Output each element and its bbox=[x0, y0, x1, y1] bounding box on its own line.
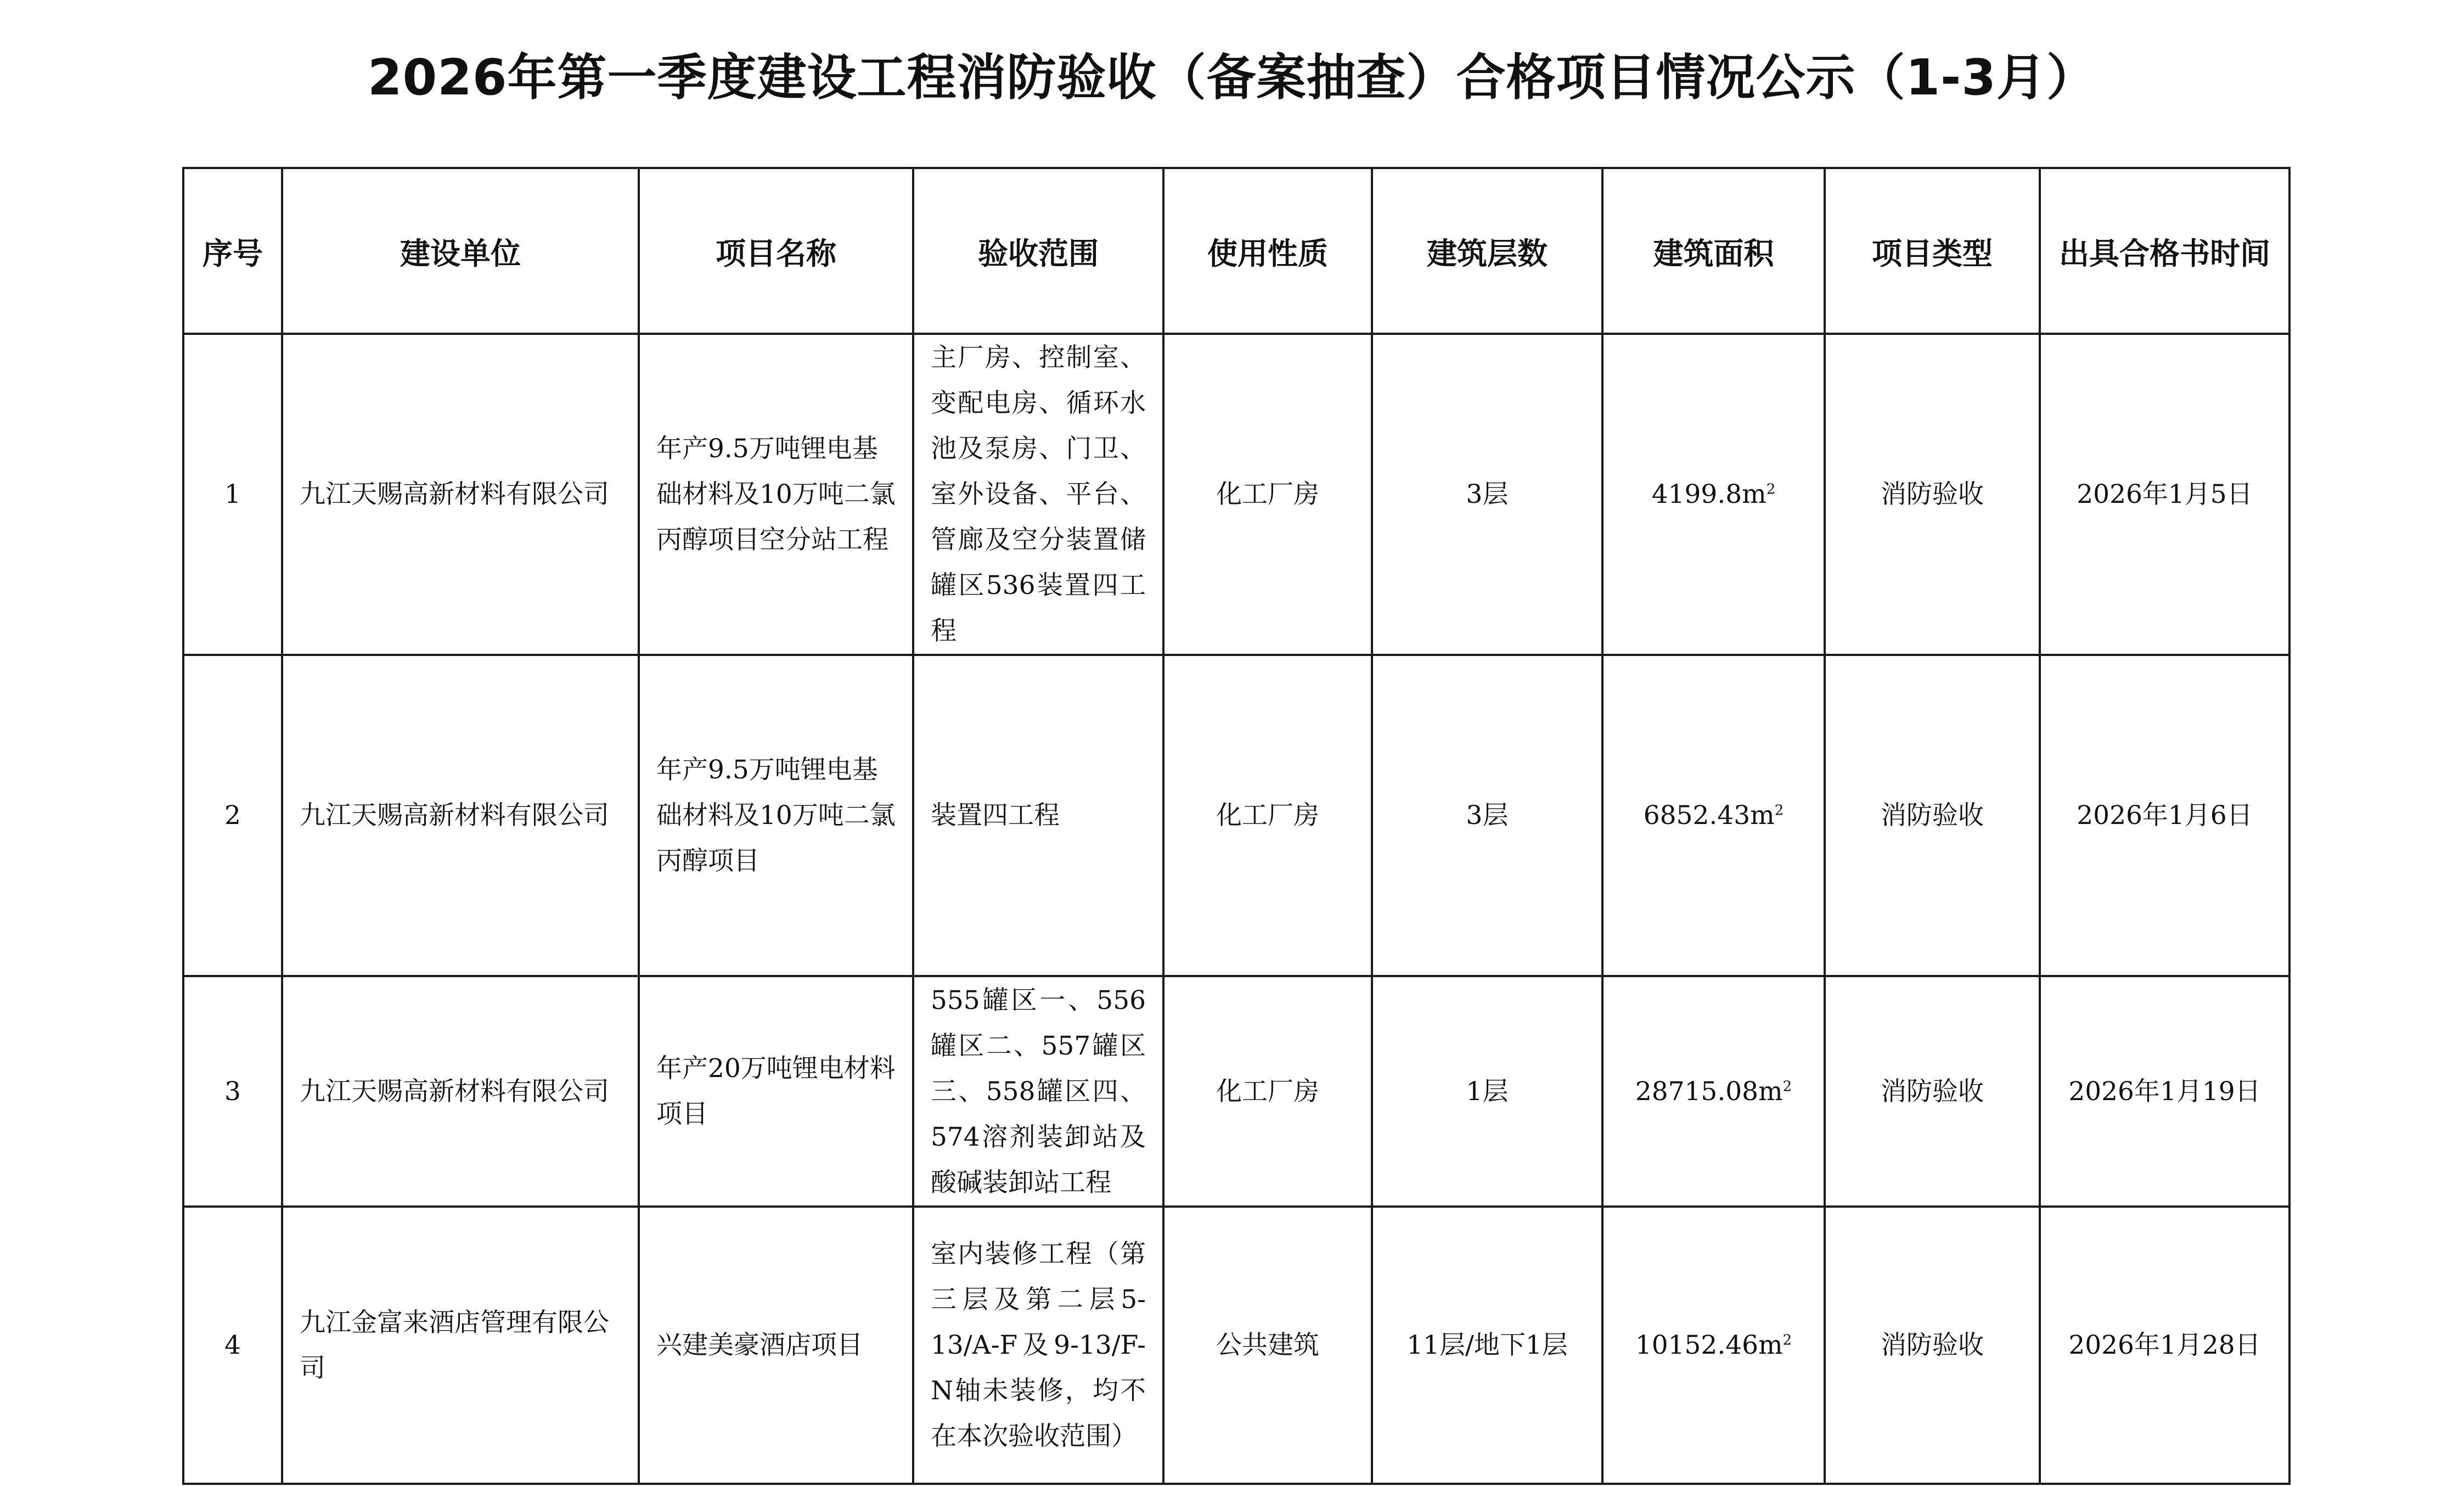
header-project: 项目名称 bbox=[639, 168, 913, 334]
area-value: 10152.46m bbox=[1635, 1330, 1783, 1360]
cell-area bbox=[1602, 334, 1825, 655]
area-unit-superscript: 2 bbox=[1782, 1332, 1792, 1349]
cell-seq: 2 bbox=[183, 655, 282, 976]
table-row bbox=[183, 334, 2289, 655]
cell-seq: 4 bbox=[183, 1207, 282, 1484]
cell-date: 2026年1月28日 bbox=[2040, 1207, 2289, 1484]
cell-unit: 九江天赐高新材料有限公司 bbox=[282, 976, 639, 1207]
cell-date: 2026年1月6日 bbox=[2040, 655, 2289, 976]
header-floors: 建筑层数 bbox=[1372, 168, 1602, 334]
cell-project: 年产9.5万吨锂电基础材料及10万吨二氯丙醇项目空分站工程 bbox=[639, 334, 913, 655]
cell-project: 年产9.5万吨锂电基础材料及10万吨二氯丙醇项目 bbox=[639, 655, 913, 976]
cell-usage: 化工厂房 bbox=[1163, 334, 1372, 655]
area-unit-superscript: 2 bbox=[1766, 481, 1776, 498]
header-unit: 建设单位 bbox=[282, 168, 639, 334]
cell-scope: 室内装修工程（第三层及第二层5-13/A-F及9-13/F-N轴未装修，均不在本次验收范围） bbox=[913, 1207, 1163, 1484]
cell-usage: 化工厂房 bbox=[1163, 655, 1372, 976]
header-seq: 序号 bbox=[183, 168, 282, 334]
page-title: 2026年第一季度建设工程消防验收（备案抽查）合格项目情况公示（1-3月） bbox=[367, 49, 2097, 106]
area-value: 28715.08m bbox=[1635, 1076, 1783, 1107]
cell-usage: 化工厂房 bbox=[1163, 976, 1372, 1207]
cell-scope: 主厂房、控制室、变配电房、循环水池及泵房、门卫、室外设备、平台、管廊及空分装置储罐区536装置四工程 bbox=[913, 334, 1163, 655]
header-scope: 验收范围 bbox=[913, 168, 1163, 334]
cell-unit: 九江天赐高新材料有限公司 bbox=[282, 334, 639, 655]
cell-scope: 555罐区一、556罐区二、557罐区三、558罐区四、574溶剂装卸站及酸碱装卸站工程 bbox=[913, 976, 1163, 1207]
header-date: 出具合格书时间 bbox=[2040, 168, 2289, 334]
cell-floors: 11层/地下1层 bbox=[1372, 1207, 1602, 1484]
acceptance-table bbox=[182, 167, 2291, 1485]
cell-area bbox=[1602, 976, 1825, 1207]
table-row bbox=[183, 655, 2289, 976]
cell-type: 消防验收 bbox=[1825, 655, 2040, 976]
cell-area bbox=[1602, 1207, 1825, 1484]
cell-floors: 3层 bbox=[1372, 334, 1602, 655]
cell-usage: 公共建筑 bbox=[1163, 1207, 1372, 1484]
table-row bbox=[183, 976, 2289, 1207]
cell-unit: 九江金富来酒店管理有限公司 bbox=[282, 1207, 639, 1484]
header-type: 项目类型 bbox=[1825, 168, 2040, 334]
area-unit-superscript: 2 bbox=[1774, 802, 1784, 819]
cell-scope: 装置四工程 bbox=[913, 655, 1163, 976]
area-unit-superscript: 2 bbox=[1782, 1078, 1792, 1095]
area-value: 6852.43m bbox=[1643, 800, 1775, 831]
header-area: 建筑面积 bbox=[1602, 168, 1825, 334]
cell-seq: 1 bbox=[183, 334, 282, 655]
cell-type: 消防验收 bbox=[1825, 1207, 2040, 1484]
cell-type: 消防验收 bbox=[1825, 976, 2040, 1207]
table-row bbox=[183, 1207, 2289, 1484]
cell-date: 2026年1月19日 bbox=[2040, 976, 2289, 1207]
cell-unit: 九江天赐高新材料有限公司 bbox=[282, 655, 639, 976]
header-usage: 使用性质 bbox=[1163, 168, 1372, 334]
cell-floors: 3层 bbox=[1372, 655, 1602, 976]
cell-floors: 1层 bbox=[1372, 976, 1602, 1207]
cell-date: 2026年1月5日 bbox=[2040, 334, 2289, 655]
area-value: 4199.8m bbox=[1651, 479, 1767, 509]
cell-seq: 3 bbox=[183, 976, 282, 1207]
header-row bbox=[183, 168, 2289, 334]
cell-area bbox=[1602, 655, 1825, 976]
cell-project: 兴建美豪酒店项目 bbox=[639, 1207, 913, 1484]
cell-type: 消防验收 bbox=[1825, 334, 2040, 655]
cell-project: 年产20万吨锂电材料项目 bbox=[639, 976, 913, 1207]
